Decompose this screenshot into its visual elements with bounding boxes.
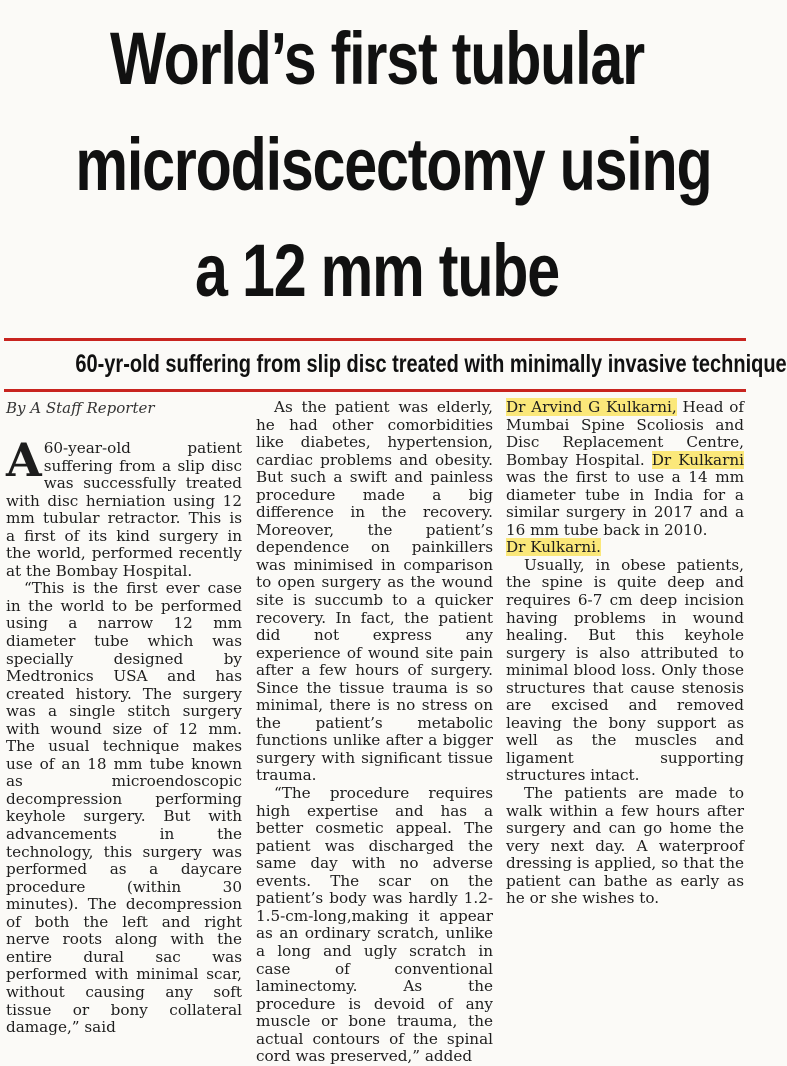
headline-line-3: a 12 mm tube xyxy=(195,229,559,312)
paragraph-2-text-b: Head of Mumbai Spine Scoliosis and Disc Replacement Centre, Bombay Hospital. xyxy=(506,398,745,469)
paragraph-1 xyxy=(6,433,242,580)
paragraph-4 xyxy=(256,785,493,1066)
headline-line-1: World’s first tubular xyxy=(110,17,644,100)
paragraph-2-continued xyxy=(506,399,744,539)
article-column-3 xyxy=(506,399,744,1024)
paragraph-5 xyxy=(506,557,744,785)
deck-subheadline: 60-yr-old suffering from slip disc treated with minimally invasive technique xyxy=(75,350,787,378)
deck-rule-top xyxy=(4,338,746,341)
drop-cap: A xyxy=(6,433,42,487)
highlight-doctor-name-2: Dr Kulkarni xyxy=(651,450,745,469)
article-column-1 xyxy=(6,399,242,1037)
paragraph-4-continued xyxy=(506,539,744,557)
paragraph-3-text: As the patient was elderly, he had other comorbidities like diabetes, hypertension, cardiac problems and obesity. But such a swift and painless procedure made a big difference in the recovery. Moreover, the patient’s dependence on painkillers was minimised in comparison to open surgery as the wound site is succumb to a quicker recovery. In fact, the patient did not express any experience of wound site pain after a few hours of surgery. Since the tissue trauma is so minimal, there is no stress on the patient’s metabolic functions unlike after a bigger surgery with significant tissue trauma. xyxy=(256,398,493,785)
deck-rule-bottom xyxy=(4,389,746,392)
paragraph-3 xyxy=(256,399,493,785)
highlight-doctor-name-3: Dr Kulkarni. xyxy=(506,538,601,557)
paragraph-1-text: 60-year-old patient suffering from a slip disc was successfully treated with disc herniation using 12 mm tubular retractor. This is a first of its kind surgery in the world, performed recently at the Bombay Hospital. xyxy=(6,439,242,580)
paragraph-4-text-a: “The procedure requires high expertise and has a better cosmetic appeal. The patient was discharged the same day with no adverse events. The scar on the patient’s body was hardly 1.2-1.5-cm-long,making it appear as an ordinary scratch, unlike a long and ugly scratch in case of conventional laminectomy. As the procedure is devoid of any muscle or bone trauma, the actual contours of the spinal cord was preserved,” added xyxy=(256,784,493,1066)
headline-line-2: microdiscectomy using xyxy=(75,123,712,206)
article-column-2 xyxy=(256,398,493,1066)
highlight-doctor-name-1: Dr Arvind G Kulkarni, xyxy=(506,398,677,416)
paragraph-2-text-a: “This is the first ever case in the world to be performed using a narrow 12 mm diameter tube which was specially designed by Medtronics USA and has created history. The surgery was a single stitch surgery with wound size of 12 mm. The usual technique makes use of an 18 mm tube known as microendoscopic decompression performing keyhole surgery. But with advancements in the technology, this surgery was performed as a daycare procedure (within 30 minutes). The decompression of both the left and right nerve roots along with the entire dural sac was performed with minimal scar, without causing any soft tissue or bony collateral damage,” said xyxy=(6,579,242,1037)
byline: By A Staff Reporter xyxy=(6,399,155,417)
paragraph-6 xyxy=(506,785,744,908)
paragraph-6-text: The patients are made to walk within a few hours after surgery and can go home the very next day. A waterproof dressing is applied, so that the patient can bathe as early as he or she wishes to. xyxy=(506,784,744,908)
headline xyxy=(75,6,712,324)
paragraph-2-text-c: was the first to use a 14 mm diameter tube in India for a similar surgery in 2017 and a 16 mm tube back in 2010. xyxy=(506,468,744,539)
paragraph-2 xyxy=(6,580,242,1036)
paragraph-5-text: Usually, in obese patients, the spine is quite deep and requires 6-7 cm deep incision having problems in wound healing. But this keyhole surgery is also attributed to minimal blood loss. Only those structures that cause stenosis are excised and removed leaving the bony support as well as the muscles and ligament supporting structures intact. xyxy=(506,555,744,785)
